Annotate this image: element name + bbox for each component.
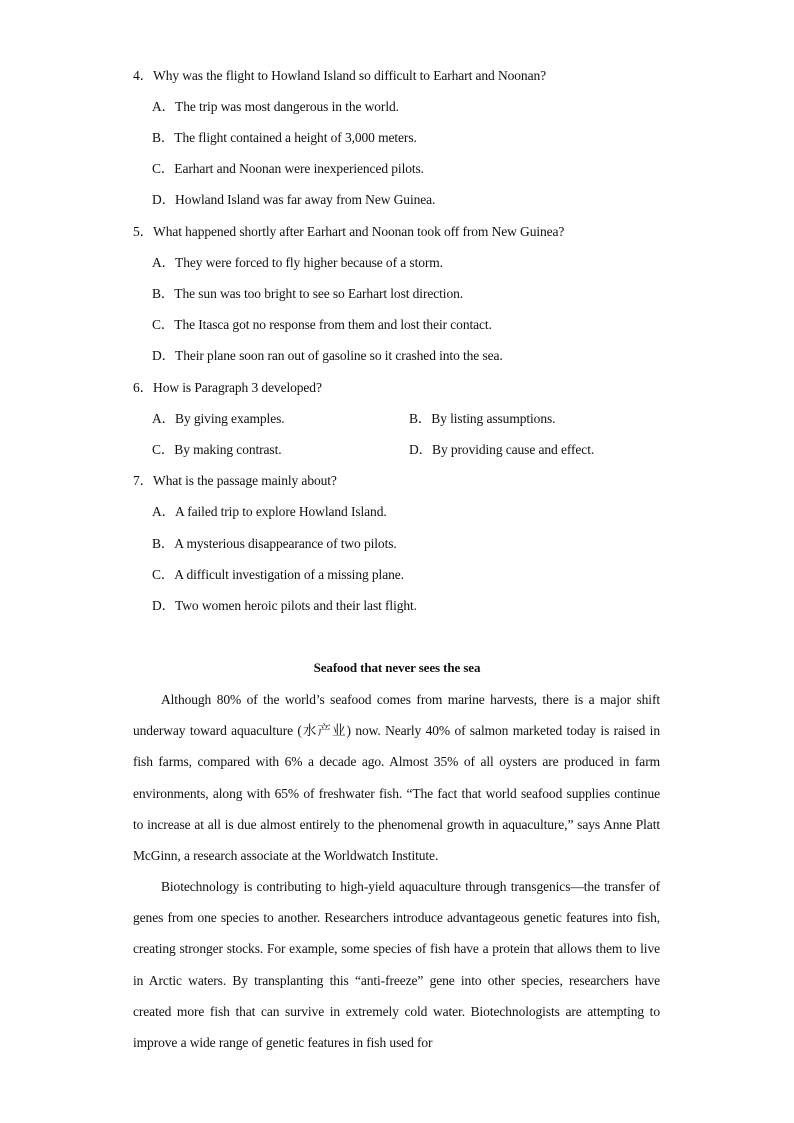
passage-title: Seafood that never sees the sea [313,660,481,675]
question-6-option-c: C．By making contrast. [152,442,282,457]
question-7-option-a: A．A failed trip to explore Howland Island. [152,504,387,519]
question-5-option-c: C．The Itasca got no response from them and lost their contact. [152,317,492,332]
question-4-stem: 4．Why was the flight to Howland Island so difficult to Earhart and Noonan? [133,68,547,83]
question-7-option-d: D．Two women heroic pilots and their last flight. [152,598,417,613]
question-4-option-d: D．Howland Island was far away from New Guinea. [152,192,436,207]
question-6-option-b: B．By listing assumptions. [409,411,556,426]
question-4-option-a: A．The trip was most dangerous in the world. [152,99,399,114]
question-4-option-c: C．Earhart and Noonan were inexperienced pilots. [152,161,424,176]
passage-paragraph-1: Although 80% of the world’s seafood comes from marine harvests, there is a major shift underway toward aquaculture (水产业) now. Nearly 40% of salmon marketed today is raised in fish farms, compared with 6% a decade ago. Almost 35% of all oysters are produced in farm environments, along with 65% of freshwater fish. “The fact that world seafood supplies continue to increase at all is due almost entirely to the phenomenal growth in aquaculture,” says Anne Platt McGinn, a research associate at the Worldwatch Institute. [133,692,660,864]
question-5-option-a: A．They were forced to fly higher because of a storm. [152,255,443,270]
question-5-stem: 5．What happened shortly after Earhart and Noonan took off from New Guinea? [133,224,565,239]
question-5-option-b: B．The sun was too bright to see so Earhart lost direction. [152,286,464,301]
question-7-stem: 7．What is the passage mainly about? [133,473,337,488]
passage-paragraph-2: Biotechnology is contributing to high-yield aquaculture through transgenics—the transfer of genes from one species to another. Researchers introduce advantageous genetic features into fish, creating stronger stocks. For example, some species of fish have a protein that allows them to live in Arctic waters. By transplanting this “anti-freeze” gene into other species, researchers have created more fish that can survive in extremely cold water. Biotechnologists are attempting to improve a wide range of genetic features in fish used for [133,879,660,1051]
question-6-option-a: A．By giving examples. [152,411,285,426]
question-7-option-b: B．A mysterious disappearance of two pilots. [152,536,397,551]
question-6-option-d: D．By providing cause and effect. [409,442,595,457]
question-4-option-b: B．The flight contained a height of 3,000 meters. [152,130,417,145]
question-6-stem: 6．How is Paragraph 3 developed? [133,380,322,395]
question-7-option-c: C．A difficult investigation of a missing plane. [152,567,404,582]
question-5-option-d: D．Their plane soon ran out of gasoline so it crashed into the sea. [152,348,503,363]
